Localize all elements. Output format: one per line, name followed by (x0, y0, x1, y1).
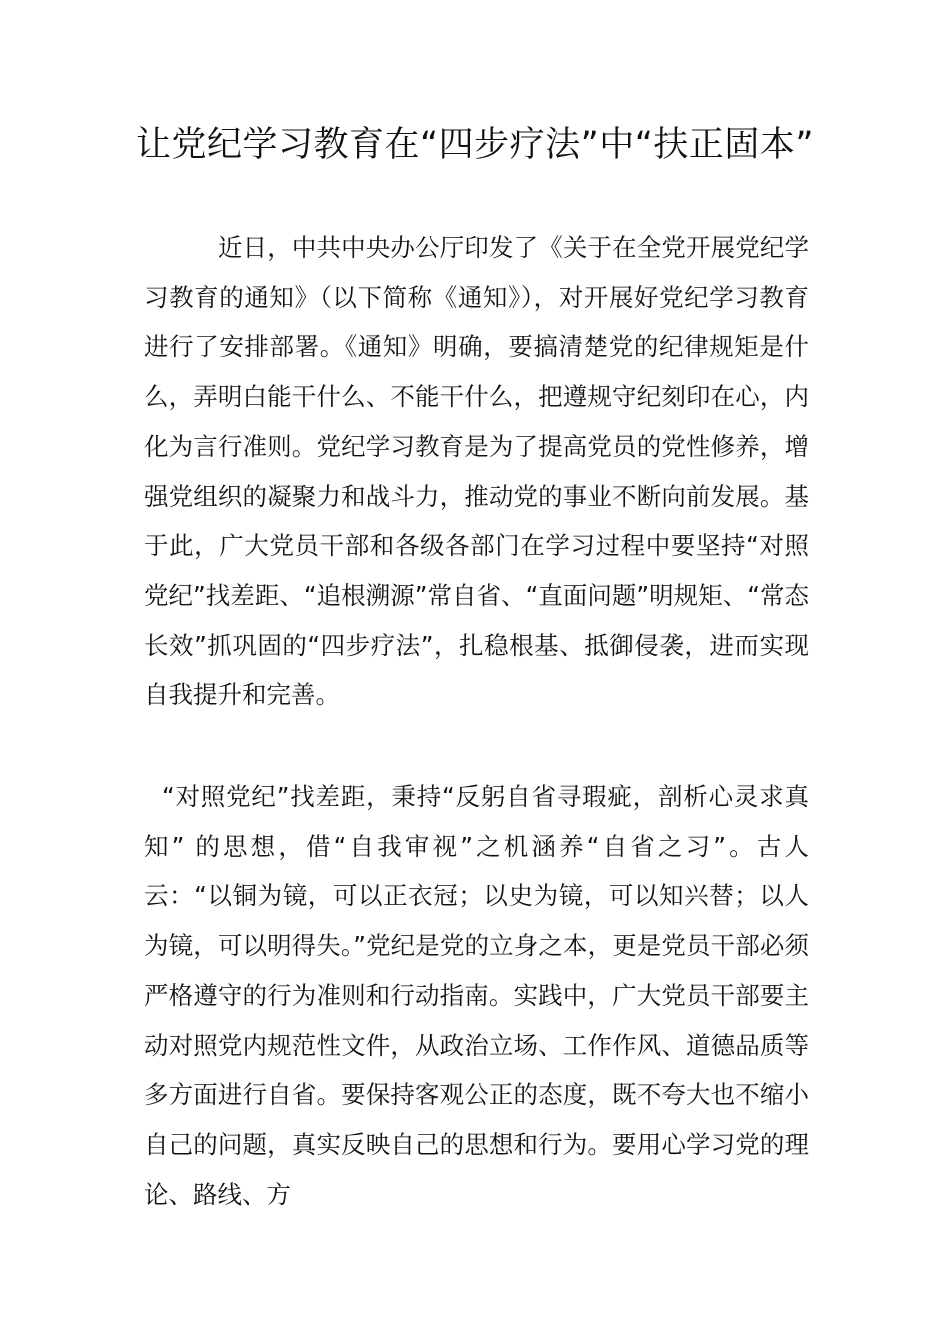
paragraph-2: “对照党纪”找差距，秉持“反躬自省寻瑕疵，剖析心灵求真知” 的思想，借“自我审视”之机涵养“自省之习”。古人云：“以铜为镜，可以正衣冠；以史为镜，可以知兴替；以人为镜，可以明得失。”党纪是党的立身之本，更是党员干部必须严格遵守的行为准则和行动指南。实践中，广大党员干部要主动对照党内规范性文件，从政治立场、工作作风、道德品质等多方面进行自省。要保持客观公正的态度，既不夸大也不缩小自己的问题，真实反映自己的思想和行为。要用心学习党的理论、路线、方 (144, 782, 809, 1209)
document-title: 让党纪学习教育在“四步疗法”中“扶正固本” (135, 125, 815, 165)
paragraph-1: 近日，中共中央办公厅印发了《关于在全党开展党纪学习教育的通知》（以下简称《通知》），对开展好党纪学习教育进行了安排部署。《通知》明确，要搞清楚党的纪律规矩是什么，弄明白能干什么、不能干什么，把遵规守纪刻印在心，内化为言行准则。党纪学习教育是为了提高党员的党性修养，增强党组织的凝聚力和战斗力，推动党的事业不断向前发展。基于此，广大党员干部和各级各部门在学习过程中要坚持“对照党纪”找差距、“追根溯源”常自省、“直面问题”明规矩、“常态长效”抓巩固的“四步疗法”，扎稳根基、抵御侵袭，进而实现自我提升和完善。 (144, 233, 809, 710)
